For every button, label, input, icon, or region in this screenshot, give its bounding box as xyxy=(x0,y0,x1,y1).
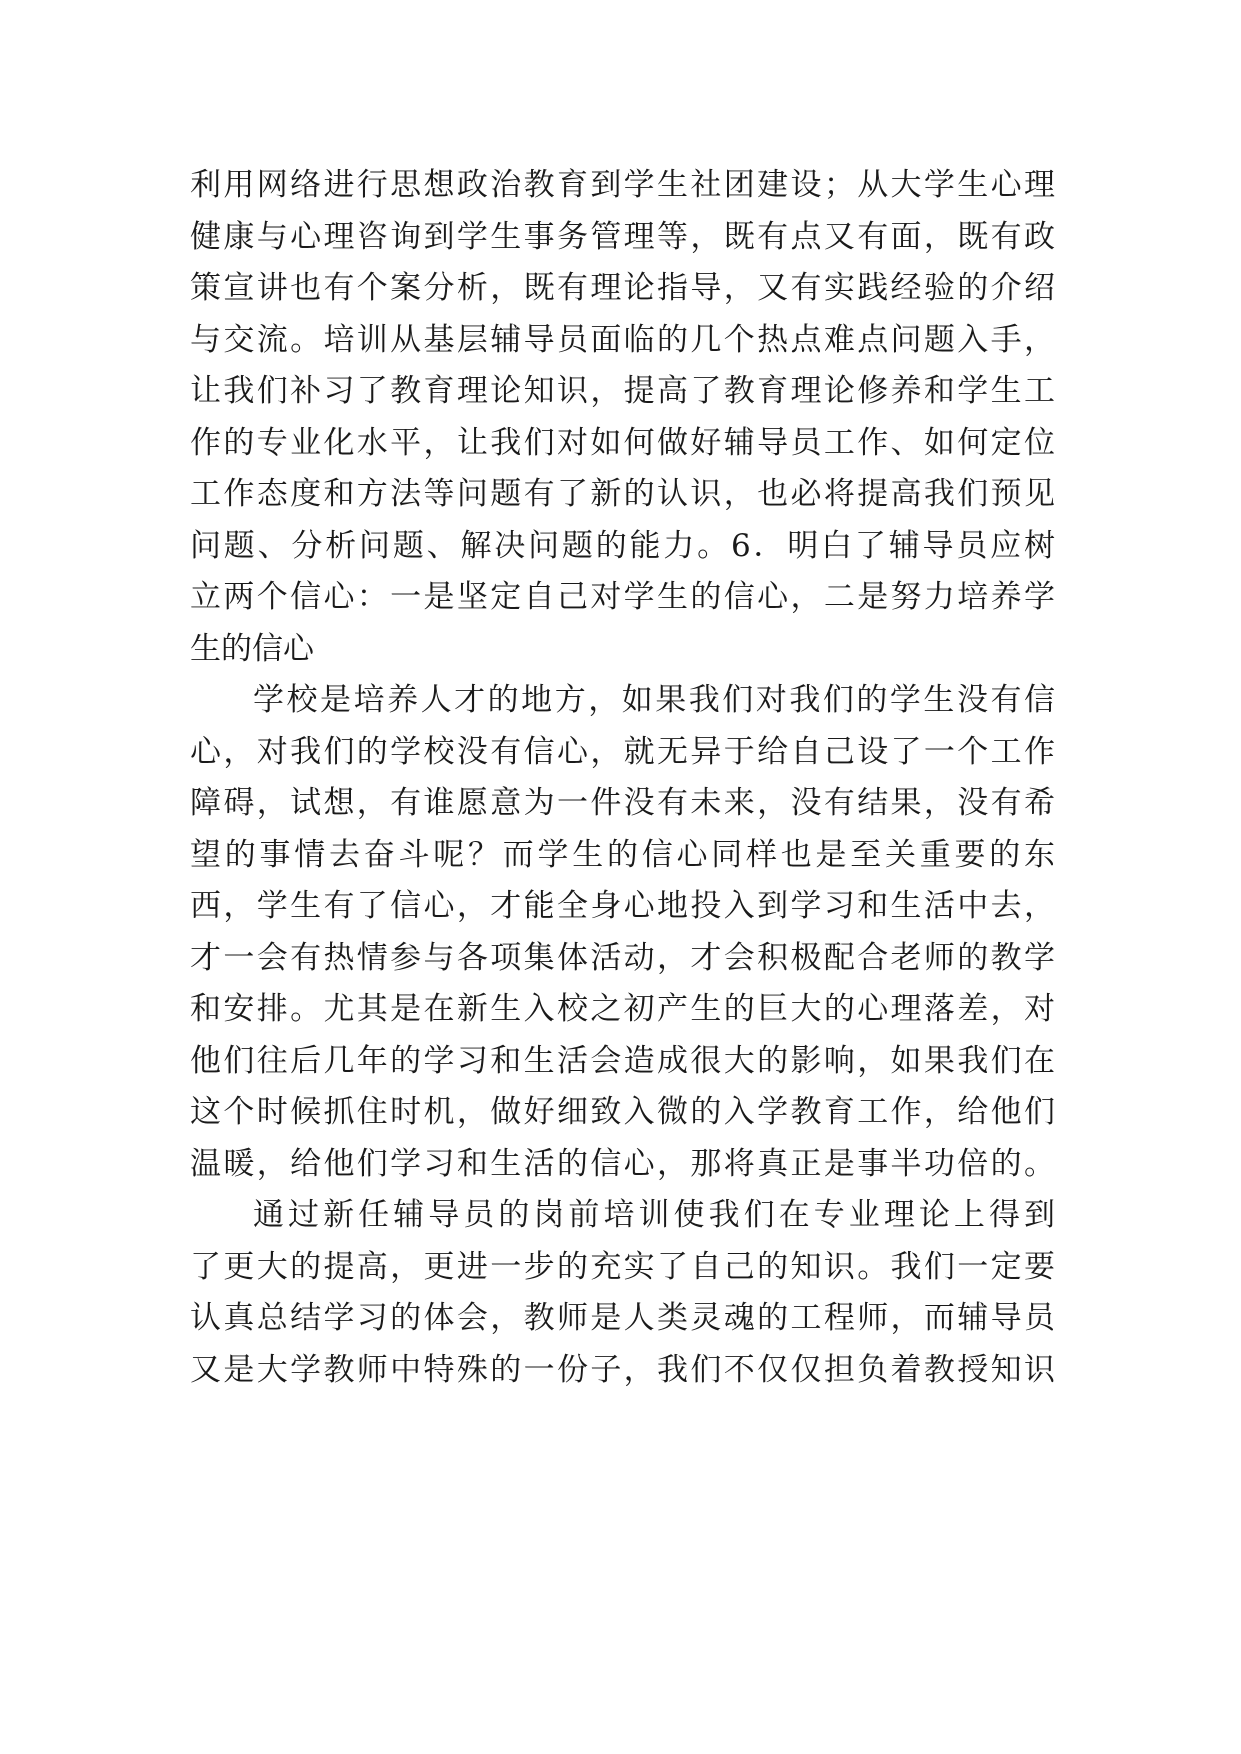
text-line: 这个时候抓住时机，做好细致入微的入学教育工作，给他们 xyxy=(190,1094,1055,1130)
text-line: 立两个信心：一是坚定自己对学生的信心，二是努力培养学 xyxy=(190,579,1055,615)
text-line: 温暖，给他们学习和生活的信心，那将真正是事半功倍的。 xyxy=(190,1145,1055,1182)
text-line: 心，对我们的学校没有信心，就无异于给自己设了一个工作 xyxy=(190,733,1055,770)
text-line: 才一会有热情参与各项集体活动，才会积极配合老师的教学 xyxy=(190,939,1055,976)
paragraph-3 xyxy=(190,1190,1055,1396)
paragraph-1 xyxy=(190,160,1055,675)
text-line: 通过新任辅导员的岗前培训使我们在专业理论上得到 xyxy=(253,1197,1055,1233)
text-line: 生的信心 xyxy=(190,630,314,667)
text-line: 工作态度和方法等问题有了新的认识，也必将提高我们预见 xyxy=(190,476,1055,512)
text-line: 与交流。培训从基层辅导员面临的几个热点难点问题入手， xyxy=(190,321,1055,358)
text-line: 了更大的提高，更进一步的充实了自己的知识。我们一定要 xyxy=(190,1248,1055,1285)
text-line: 让我们补习了教育理论知识，提高了教育理论修养和学生工 xyxy=(190,373,1055,409)
text-line: 望的事情去奋斗呢？而学生的信心同样也是至关重要的东 xyxy=(190,836,1055,873)
text-line: 又是大学教师中特殊的一份子，我们不仅仅担负着教授知识 xyxy=(190,1351,1055,1388)
text-line: 障碍，试想，有谁愿意为一件没有未来，没有结果，没有希 xyxy=(190,785,1055,821)
text-line: 和安排。尤其是在新生入校之初产生的巨大的心理落差，对 xyxy=(190,991,1055,1027)
text-line: 作的专业化水平，让我们对如何做好辅导员工作、如何定位 xyxy=(190,424,1055,461)
paragraph-2 xyxy=(190,675,1055,1190)
text-line: 健康与心理咨询到学生事务管理等，既有点又有面，既有政 xyxy=(190,218,1055,255)
text-line: 他们往后几年的学习和生活会造成很大的影响，如果我们在 xyxy=(190,1042,1055,1079)
text-line: 问题、分析问题、解决问题的能力。6．明白了辅导员应树 xyxy=(190,527,1055,564)
text-line: 利用网络进行思想政治教育到学生社团建设；从大学生心理 xyxy=(190,167,1055,203)
document-body xyxy=(190,160,1055,1396)
text-line: 西，学生有了信心，才能全身心地投入到学习和生活中去， xyxy=(190,888,1055,924)
text-line: 策宣讲也有个案分析，既有理论指导，又有实践经验的介绍 xyxy=(190,270,1055,306)
text-line: 认真总结学习的体会，教师是人类灵魂的工程师，而辅导员 xyxy=(190,1300,1055,1336)
text-line: 学校是培养人才的地方，如果我们对我们的学生没有信 xyxy=(253,682,1055,718)
